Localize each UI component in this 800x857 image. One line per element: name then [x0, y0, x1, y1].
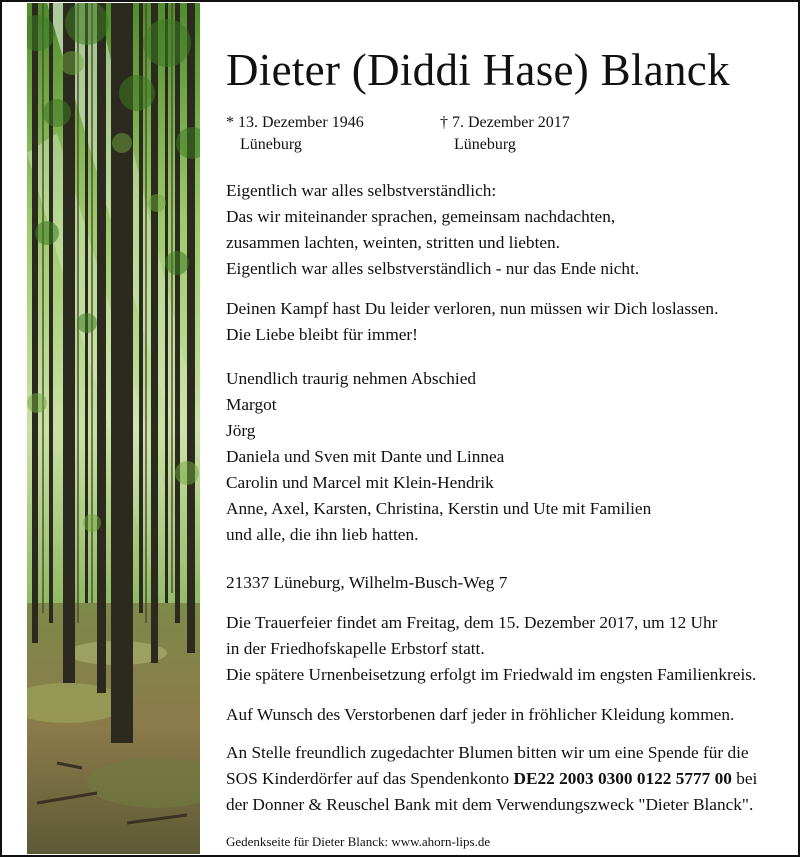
mourner: Jörg: [226, 421, 256, 440]
mourner: Margot: [226, 395, 277, 414]
birth-place: Lüneburg: [240, 136, 302, 153]
forest-image: [27, 3, 200, 854]
poem-line: Eigentlich war alles selbstverständlich:: [226, 181, 497, 200]
death-place: Lüneburg: [454, 136, 516, 153]
poem: [226, 178, 639, 282]
farewell-line: Die Liebe bleibt für immer!: [226, 325, 418, 344]
mourners-intro: Unendlich traurig nehmen Abschied: [226, 369, 477, 388]
mourner: und alle, die ihn lieb hatten.: [226, 525, 419, 544]
donation-text: bei: [731, 769, 758, 788]
deceased-name: Dieter (Diddi Hase) Blanck: [226, 45, 730, 95]
mourner: Daniela und Sven mit Dante und Linnea: [226, 447, 505, 466]
memorial-page-link[interactable]: Gedenkseite für Dieter Blanck: www.ahorn-lips.de: [226, 834, 491, 849]
donation-text: SOS Kinderdörfer auf das Spendenkonto: [226, 769, 514, 788]
death-info: [440, 112, 570, 156]
dress-note: Auf Wunsch des Verstorbenen darf jeder in fröhlicher Kleidung kommen.: [226, 705, 735, 724]
death-date: † 7. Dezember 2017: [440, 114, 570, 131]
donation-line: An Stelle freundlich zugedachter Blumen bitten wir um eine Spende für die: [226, 743, 749, 762]
birth-date: * 13. Dezember 1946: [226, 114, 364, 131]
farewell-line: Deinen Kampf hast Du leider verloren, nun müssen wir Dich loslassen.: [226, 299, 719, 318]
ceremony-line: in der Friedhofskapelle Erbstorf statt.: [226, 639, 485, 658]
donation-iban: DE22 2003 0300 0122 5777 00: [513, 769, 732, 788]
ceremony-info: [226, 610, 756, 688]
mourners-list: [226, 366, 651, 548]
poem-line: Eigentlich war alles selbstverständlich - nur das Ende nicht.: [226, 259, 640, 278]
ceremony-line: Die spätere Urnenbeisetzung erfolgt im Friedwald im engsten Familienkreis.: [226, 665, 757, 684]
ceremony-line: Die Trauerfeier findet am Freitag, dem 15. Dezember 2017, um 12 Uhr: [226, 613, 718, 632]
address: 21337 Lüneburg, Wilhelm-Busch-Weg 7: [226, 573, 508, 592]
mourner: Anne, Axel, Karsten, Christina, Kerstin und Ute mit Familien: [226, 499, 652, 518]
birth-info: [226, 112, 364, 156]
donation-line: [226, 766, 757, 792]
donation-line: der Donner & Reuschel Bank mit dem Verwendungszweck "Dieter Blanck".: [226, 795, 754, 814]
mourner: Carolin und Marcel mit Klein-Hendrik: [226, 473, 494, 492]
donation-info: [226, 740, 757, 818]
poem-line: zusammen lachten, weinten, stritten und liebten.: [226, 233, 561, 252]
farewell-text: [226, 296, 718, 348]
poem-line: Das wir miteinander sprachen, gemeinsam nachdachten,: [226, 207, 616, 226]
